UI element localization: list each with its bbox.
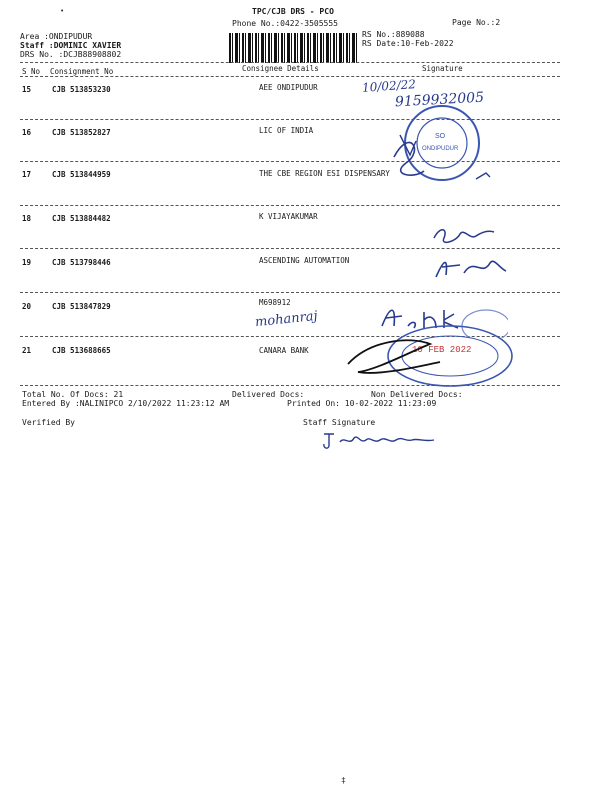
handwritten-date: 10/02/22 xyxy=(361,77,417,95)
svg-text:SO: SO xyxy=(435,133,446,140)
total-docs: Total No. Of Docs: 21 xyxy=(22,390,124,399)
non-delivered-docs: Non Delivered Docs: xyxy=(371,390,463,399)
phone-number: Phone No.:0422-3505555 xyxy=(232,19,338,28)
divider xyxy=(20,76,560,77)
staff-label: Staff :DOMINIC XAVIER xyxy=(20,41,122,50)
row-consignment: CJB 513884482 xyxy=(52,214,111,223)
rs-number: RS No.:889088 xyxy=(362,30,425,39)
document-title: TPC/CJB DRS - PCO xyxy=(252,7,334,16)
row-sno: 16 xyxy=(22,128,32,137)
col-signature: Signature xyxy=(422,64,463,73)
col-consignment: Consignment No xyxy=(50,67,114,76)
row-sno: 20 xyxy=(22,302,32,311)
col-consignee: Consignee Details xyxy=(242,64,319,73)
signature-icon xyxy=(430,220,500,250)
row-consignment: CJB 513847829 xyxy=(52,302,111,311)
row-consignment: CJB 513688665 xyxy=(52,346,111,355)
row-sno: 19 xyxy=(22,258,32,267)
row-consignee: ASCENDING AUTOMATION xyxy=(259,256,350,265)
row-consignment: CJB 513852827 xyxy=(52,128,111,137)
lic-stamp-icon xyxy=(380,105,500,190)
row-consignee: THE CBE REGION ESI DISPENSARY xyxy=(259,169,390,178)
delivered-docs: Delivered Docs: xyxy=(232,390,305,399)
rs-date: RS Date:10-Feb-2022 xyxy=(362,39,454,48)
staff-signature-icon xyxy=(320,428,440,452)
row-consignment: CJB 513853230 xyxy=(52,85,111,94)
col-sno: S No xyxy=(22,67,41,76)
handwritten-name: mohanraj xyxy=(254,308,319,331)
barcode xyxy=(229,33,359,63)
row-sno: 15 xyxy=(22,85,32,94)
svg-text:ONDIPUDUR: ONDIPUDUR xyxy=(422,146,459,152)
canara-stamp-icon xyxy=(340,322,520,392)
handwritten-phone: 9159932005 xyxy=(394,89,485,111)
divider xyxy=(20,62,560,63)
divider xyxy=(20,292,560,293)
row-consignment: CJB 513798446 xyxy=(52,258,111,267)
row-consignee: M698912 xyxy=(259,298,291,307)
row-sno: 18 xyxy=(22,214,32,223)
signature-icon xyxy=(430,253,510,283)
drs-number: DRS No. :DCJB88908802 xyxy=(20,50,122,59)
row-consignee: AEE ONDIPUDUR xyxy=(259,83,318,92)
row-consignment: CJB 513844959 xyxy=(52,170,111,179)
scan-mark-icon: • xyxy=(60,7,65,15)
staff-signature-label: Staff Signature xyxy=(303,418,376,427)
printed-on: Printed On: 10-02-2022 11:23:09 xyxy=(287,399,437,408)
entered-by: Entered By :NALINIPCO 2/10/2022 11:23:12 AM xyxy=(22,399,230,408)
area-label: Area :ONDIPUDUR xyxy=(20,32,93,41)
row-consignee: K VIJAYAKUMAR xyxy=(259,212,318,221)
divider xyxy=(20,205,560,206)
verified-by-label: Verified By xyxy=(22,418,75,427)
row-consignee: CANARA BANK xyxy=(259,346,309,355)
stamp-date: 10 FEB 2022 xyxy=(412,345,472,355)
row-consignee: LIC OF INDIA xyxy=(259,126,314,135)
row-sno: 17 xyxy=(22,170,32,179)
row-sno: 21 xyxy=(22,346,32,355)
page-number: Page No.:2 xyxy=(452,18,501,27)
scan-mark-icon: ‡ xyxy=(341,776,346,785)
